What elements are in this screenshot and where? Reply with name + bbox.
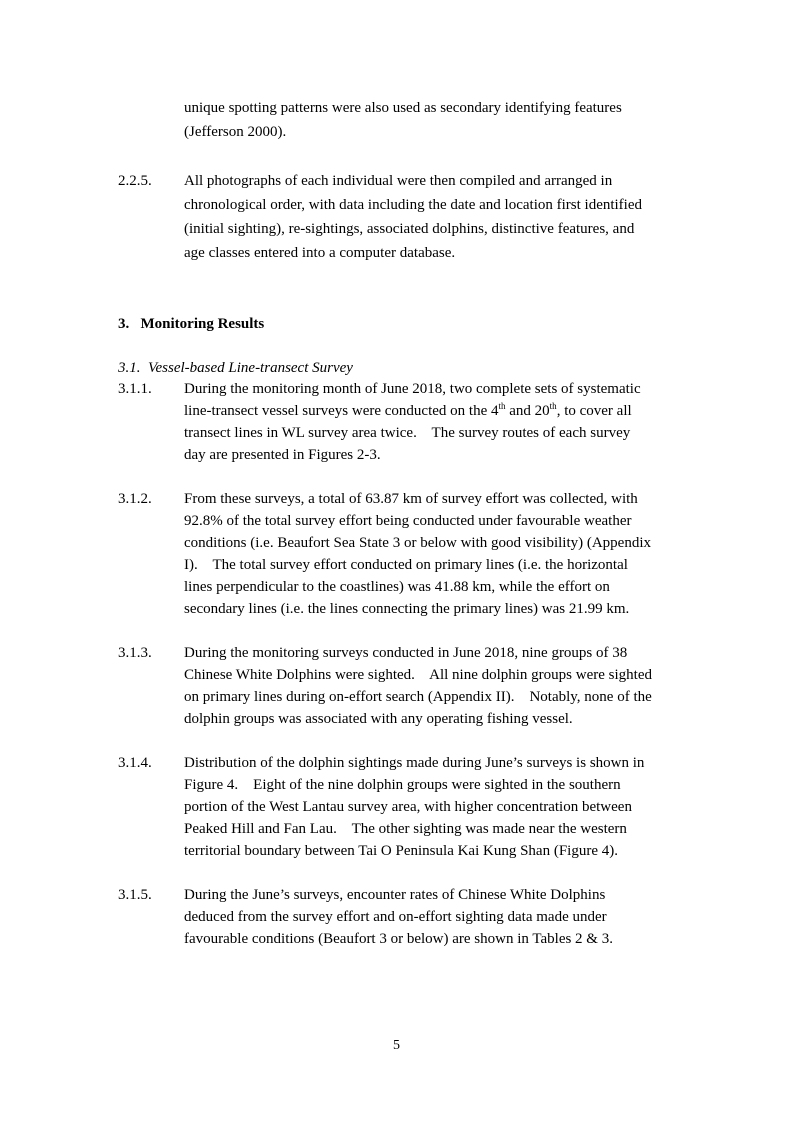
text-run: line-transect vessel surveys were conducted on the 4 xyxy=(184,403,499,419)
paragraph-line: conditions (i.e. Beaufort Sea State 3 or below with good visibility) (Appendix xyxy=(184,535,652,551)
paragraph-line: Chinese White Dolphins were sighted. All nine dolphin groups were sighted xyxy=(184,667,652,683)
paragraph-line: From these surveys, a total of 63.87 km of survey effort was collected, with xyxy=(184,491,638,507)
paragraph-line: Figure 4. Eight of the nine dolphin groups were sighted in the southern xyxy=(184,777,621,793)
paragraph-line: Peaked Hill and Fan Lau. The other sighting was made near the western xyxy=(184,821,627,837)
paragraph-number: 3.1.3. xyxy=(118,645,152,661)
subsection-heading: 3.1. Vessel-based Line-transect Survey xyxy=(118,360,353,376)
text-run: and 20 xyxy=(505,403,550,419)
paragraph-line xyxy=(184,400,632,422)
paragraph-line: Distribution of the dolphin sightings made during June’s surveys is shown in xyxy=(184,755,645,771)
paragraph-number: 3.1.1. xyxy=(118,381,152,397)
paragraph-number: 2.2.5. xyxy=(118,173,152,189)
paragraph-line: During the monitoring month of June 2018, two complete sets of systematic xyxy=(184,381,641,397)
paragraph-line: secondary lines (i.e. the lines connecting the primary lines) was 21.99 km. xyxy=(184,601,630,617)
paragraph-line: favourable conditions (Beaufort 3 or below) are shown in Tables 2 & 3. xyxy=(184,931,613,947)
paragraph-line: I). The total survey effort conducted on primary lines (i.e. the horizontal xyxy=(184,557,628,573)
paragraph-line: chronological order, with data including the date and location first identified xyxy=(184,197,643,213)
paragraph-line: transect lines in WL survey area twice. The survey routes of each survey xyxy=(184,425,631,441)
paragraph-number: 3.1.4. xyxy=(118,755,152,771)
paragraph-line: unique spotting patterns were also used as secondary identifying features xyxy=(184,100,622,116)
paragraph-line: deduced from the survey effort and on-effort sighting data made under xyxy=(184,909,607,925)
text-run: , to cover all xyxy=(556,403,632,419)
paragraph-line: lines perpendicular to the coastlines) was 41.88 km, while the effort on xyxy=(184,579,610,595)
paragraph-line: (Jefferson 2000). xyxy=(184,124,287,140)
paragraph-line: age classes entered into a computer database. xyxy=(184,245,456,261)
paragraph-line: (initial sighting), re-sightings, associated dolphins, distinctive features, and xyxy=(184,221,635,237)
paragraph-line: portion of the West Lantau survey area, with higher concentration between xyxy=(184,799,632,815)
paragraph-line: day are presented in Figures 2-3. xyxy=(184,447,381,463)
paragraph-number: 3.1.2. xyxy=(118,491,152,507)
page-number: 5 xyxy=(393,1038,400,1053)
superscript: th xyxy=(549,401,557,411)
paragraph-line: dolphin groups was associated with any operating fishing vessel. xyxy=(184,711,573,727)
paragraph-line: All photographs of each individual were then compiled and arranged in xyxy=(184,173,613,189)
paragraph-line: During the June’s surveys, encounter rates of Chinese White Dolphins xyxy=(184,887,606,903)
section-heading: 3. Monitoring Results xyxy=(118,316,265,332)
paragraph-number: 3.1.5. xyxy=(118,887,152,903)
paragraph-line: During the monitoring surveys conducted in June 2018, nine groups of 38 xyxy=(184,645,628,661)
paragraph-line: on primary lines during on-effort search (Appendix II). Notably, none of the xyxy=(184,689,652,705)
paragraph-line: 92.8% of the total survey effort being conducted under favourable weather xyxy=(184,513,632,529)
superscript: th xyxy=(498,401,506,411)
paragraph-line: territorial boundary between Tai O Peninsula Kai Kung Shan (Figure 4). xyxy=(184,843,618,859)
